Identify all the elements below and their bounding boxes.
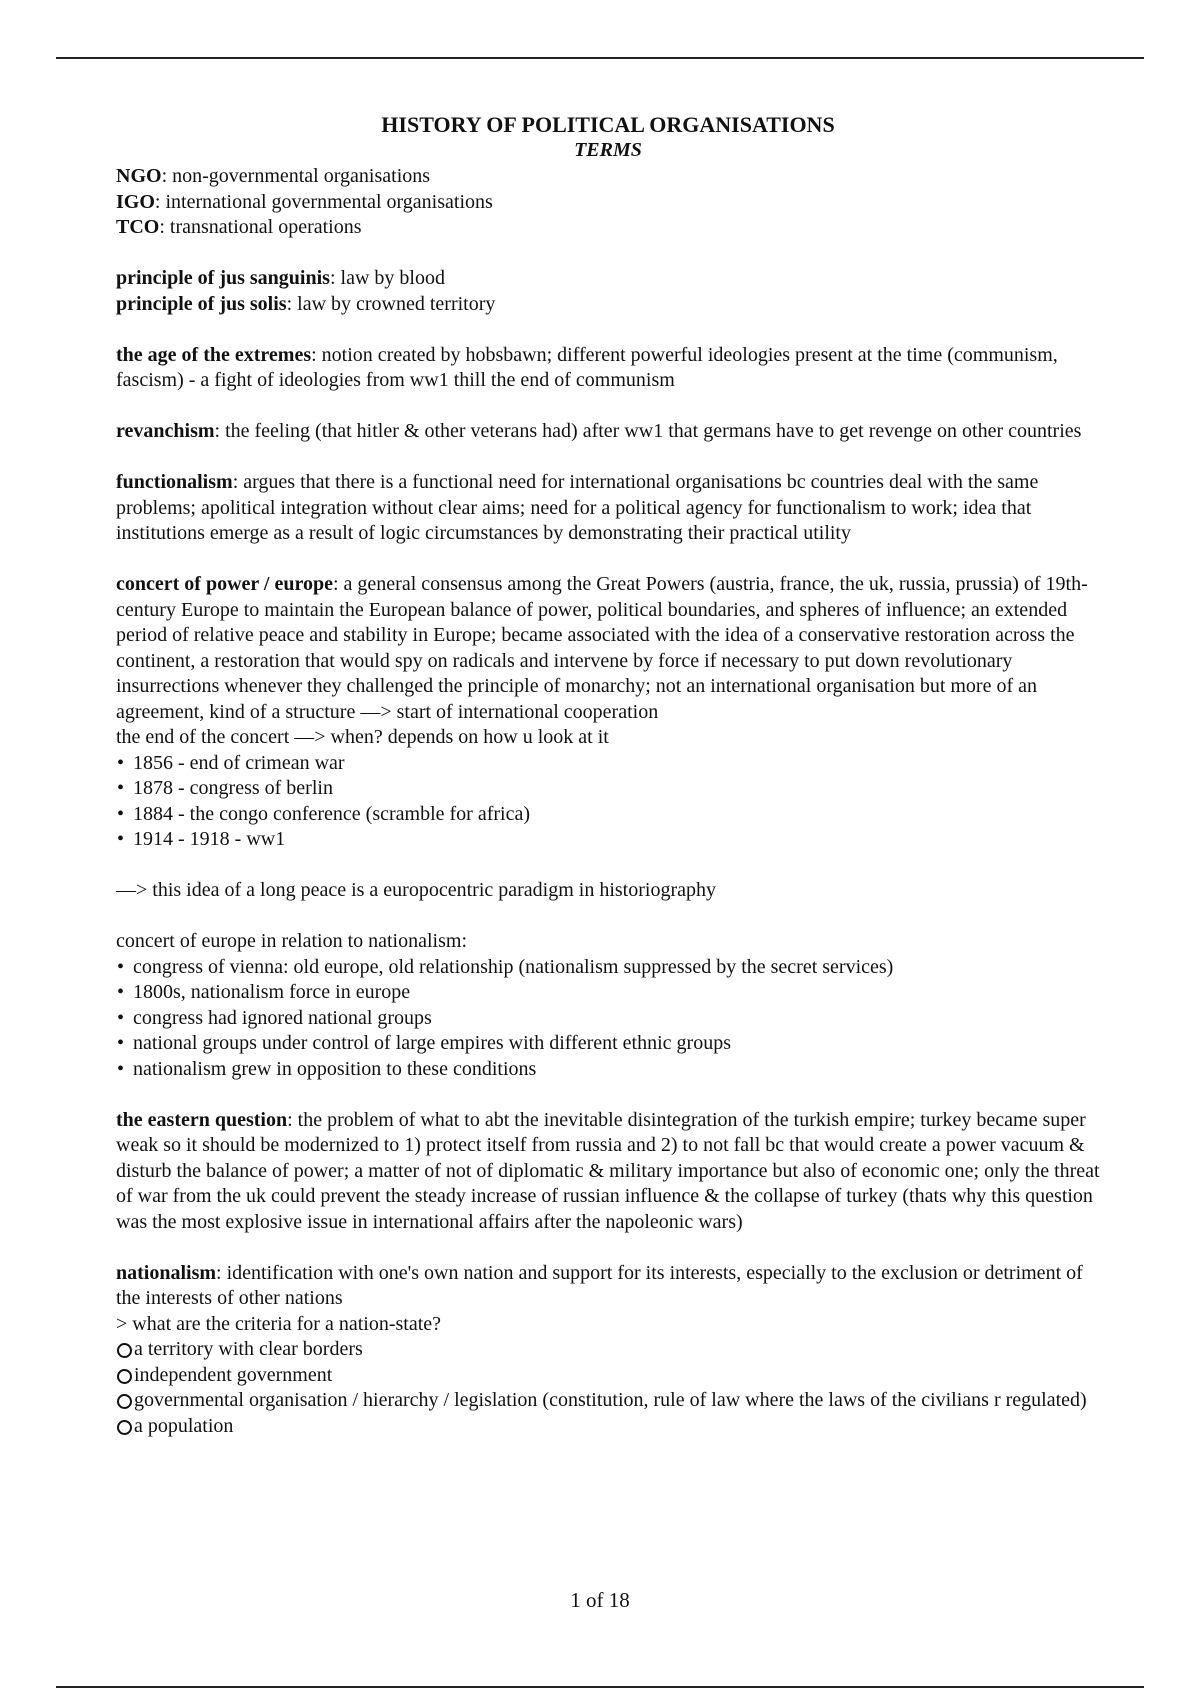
long-peace-note: —> this idea of a long peace is a europocentric paradigm in historiography (116, 879, 716, 901)
list-item (116, 1337, 1100, 1363)
list-item: • national groups under control of large empires with different ethnic groups (116, 1031, 1100, 1057)
document-subtitle: TERMS (574, 139, 642, 161)
concert-nationalism-list (116, 955, 1100, 1083)
circle-bullet-icon (117, 1420, 132, 1435)
term-definition: : transnational operations (159, 216, 362, 238)
term-definition: : notion created by hobsbawn; different powerful ideologies present at the time (communism, fascism) - a fight of ideologies from ww1 thill the end of communism (116, 343, 1058, 391)
term-definition: : the feeling (that hitler & other veterans had) after ww1 that germans have to get revenge on other countries (214, 420, 1082, 442)
list-item-text: a population (134, 1414, 234, 1437)
term-ngo (116, 164, 1100, 190)
term-tco (116, 215, 1100, 241)
term-age-of-extremes (116, 343, 1100, 394)
list-item-text: independent government (134, 1363, 333, 1386)
list-item: • 1914 - 1918 - ww1 (116, 827, 1100, 853)
circle-bullet-icon (117, 1394, 132, 1409)
term-jus-solis (116, 292, 1100, 318)
criteria-question: > what are the criteria for a nation-state? (116, 1312, 441, 1335)
circle-bullet-icon (117, 1343, 132, 1358)
term-label: concert of power / europe (116, 573, 333, 595)
list-item: • nationalism grew in opposition to these conditions (116, 1057, 1100, 1083)
list-item: • 1800s, nationalism force in europe (116, 980, 1100, 1006)
list-item-text: a territory with clear borders (134, 1338, 363, 1360)
list-item: • 1878 - congress of berlin (116, 776, 1100, 802)
bottom-rule (56, 1686, 1144, 1688)
list-item: • congress of vienna: old europe, old relationship (nationalism suppressed by the secret services) (116, 955, 1100, 981)
list-item (116, 1414, 1100, 1440)
top-rule (56, 57, 1144, 59)
term-label: the age of the extremes (116, 343, 312, 366)
term-label: TCO (116, 216, 160, 238)
term-definition: : a general consensus among the Great Powers (austria, france, the uk, russia, prussia) of 19th-century Europe to maintain the European balance of power, political boundaries, and spheres of influence; an extended period of relative peace and stability in Europe; became associated with the idea of a conservative restoration across the continent, a restoration that would spy on radicals and intervene by force if necessary to put down revolutionary insurrections whenever they challenged the principle of monarchy; not an international organisation but more of an agreement, kind of a structure —> start of international cooperation (116, 573, 1088, 723)
term-revanchism (116, 419, 1100, 445)
term-label: nationalism (116, 1261, 217, 1284)
document-title: HISTORY OF POLITICAL ORGANISATIONS (381, 112, 835, 137)
concert-nationalism-intro: concert of europe in relation to nationalism: (116, 930, 467, 952)
term-definition: : international governmental organisations (154, 190, 493, 213)
list-item: • congress had ignored national groups (116, 1006, 1100, 1032)
term-definition: : law by crowned territory (286, 292, 496, 315)
term-label: the eastern question (116, 1108, 288, 1131)
term-jus-sanguinis (116, 266, 1100, 292)
concert-end-intro: the end of the concert —> when? depends on how u look at it (116, 726, 609, 748)
list-item-text: governmental organisation / hierarchy / legislation (constitution, rule of law where the laws of the civilians r regulated) (134, 1389, 1087, 1411)
term-label: principle of jus sanguinis (116, 267, 330, 289)
list-item (116, 1363, 1100, 1389)
term-label: NGO (116, 165, 162, 187)
list-item: • 1884 - the congo conference (scramble for africa) (116, 802, 1100, 828)
term-igo (116, 190, 1100, 216)
list-item (116, 1388, 1100, 1414)
term-eastern-question (116, 1108, 1100, 1236)
term-definition: : non-governmental organisations (161, 165, 431, 187)
list-item: • 1856 - end of crimean war (116, 751, 1100, 777)
term-label: functionalism (116, 471, 233, 493)
term-nationalism (116, 1261, 1100, 1312)
term-label: IGO (116, 190, 155, 213)
term-definition: : law by blood (329, 267, 445, 289)
term-concert-of-europe (116, 572, 1100, 725)
page-content (116, 112, 1100, 1439)
term-label: revanchism (116, 420, 215, 442)
page-indicator: 1 of 18 (570, 1588, 630, 1612)
concert-end-list (116, 751, 1100, 853)
term-definition: : identification with one's own nation and support for its interests, especially to the exclusion or detriment of the interests of other nations (116, 1261, 1083, 1309)
circle-bullet-icon (117, 1369, 132, 1384)
nation-state-criteria-list (116, 1337, 1100, 1439)
term-functionalism (116, 470, 1100, 547)
term-label: principle of jus solis (116, 292, 287, 315)
term-definition: : the problem of what to abt the inevitable disintegration of the turkish empire; turkey became super weak so it should be modernized to 1) protect itself from russia and 2) to not fall bc that would create a power vacuum & disturb the balance of power; a matter of not of diplomatic & military importance but also of economic one; only the threat of war from the uk could prevent the steady increase of russian influence & the collapse of turkey (thats why this question was the most explosive issue in international affairs after the napoleonic wars) (116, 1108, 1100, 1233)
term-definition: : argues that there is a functional need for international organisations bc countries deal with the same problems; apolitical integration without clear aims; need for a political agency for functionalism to work; idea that institutions emerge as a result of logic circumstances by demonstrating their practical utility (116, 471, 1039, 544)
